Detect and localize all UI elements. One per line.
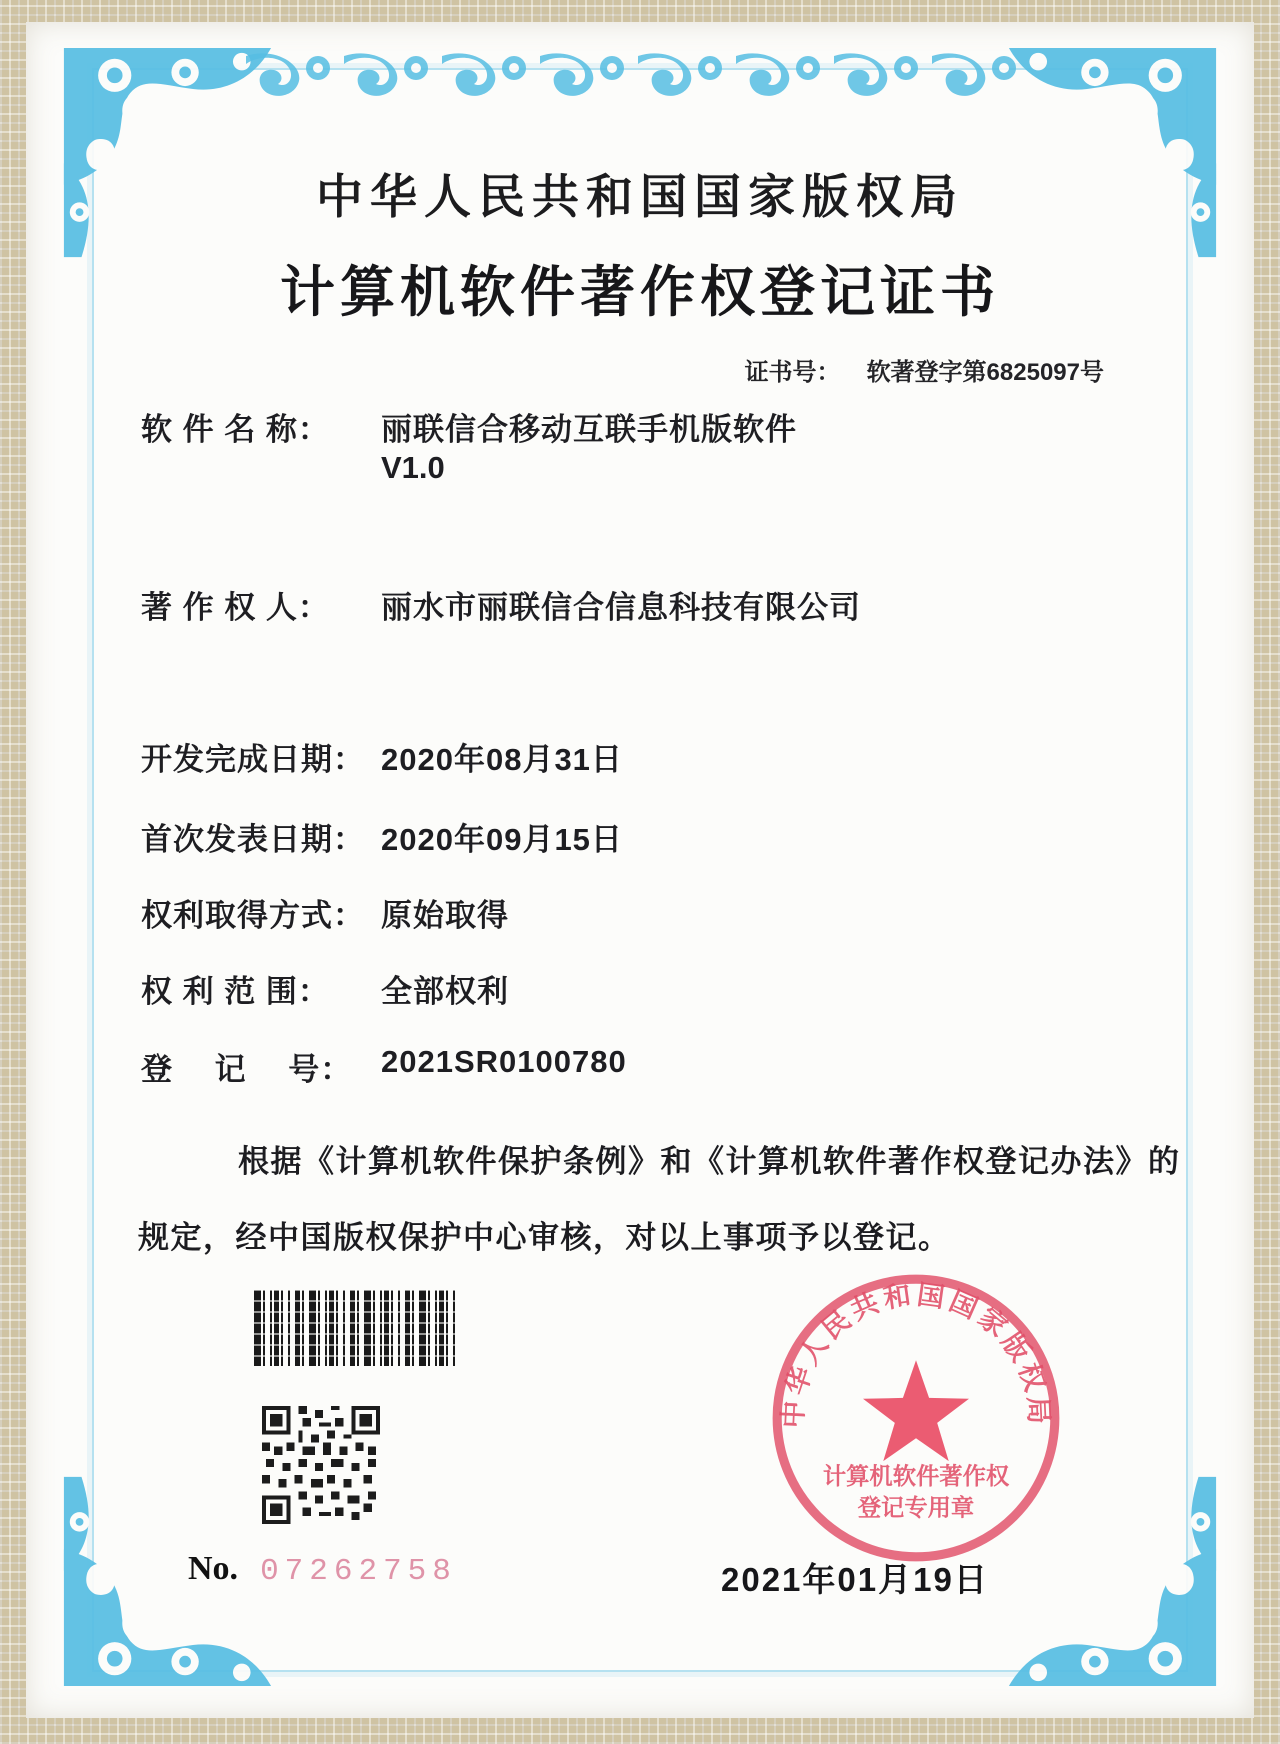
field-value: 丽联信合移动互联手机版软件 — [381, 412, 797, 447]
seal-inner-line1: 计算机软件著作权 — [822, 1462, 1010, 1489]
field-value: 2020年09月15日 — [381, 822, 623, 857]
certificate-paper — [26, 22, 1254, 1718]
statement-line-2: 规定，经中国版权保护中心审核，对以上事项予以登记。 — [138, 1220, 951, 1255]
qr-code-icon — [262, 1406, 380, 1524]
field-label: 权 利 范 围： — [141, 974, 330, 1009]
field-value: 原始取得 — [381, 898, 509, 933]
issue-date: 2021年01月19日 — [721, 1561, 989, 1598]
field-label: 首次发表日期： — [141, 822, 365, 857]
field-rights-scope — [141, 966, 1151, 1011]
flourish-corner-icon — [60, 46, 275, 261]
field-first-publish-date — [141, 814, 1151, 859]
red-star-icon — [863, 1360, 969, 1461]
official-seal — [764, 1266, 1068, 1570]
field-software-name — [141, 404, 1151, 449]
seal-ring-text: 中华人民共和国国家版权局 — [776, 1278, 1056, 1429]
certificate-number-value: 软著登字第6825097号 — [866, 359, 1104, 386]
registration-statement — [138, 1124, 1188, 1276]
field-label: 著 作 权 人： — [141, 590, 330, 625]
field-label: 开发完成日期： — [141, 742, 365, 777]
field-registration-number — [141, 1044, 1151, 1089]
authority-title: 中华人民共和国国家版权局 — [316, 170, 964, 223]
field-label: 登 记 号： — [141, 1052, 353, 1087]
certificate-title: 计算机软件著作权登记证书 — [279, 261, 1000, 323]
flourish-top-band-icon — [246, 46, 1036, 98]
statement-line-1: 根据《计算机软件保护条例》和《计算机软件著作权登记办法》的 — [238, 1144, 1181, 1179]
field-software-version: V1.0 — [381, 450, 445, 485]
certificate-number — [745, 352, 1104, 387]
field-label: 权利取得方式： — [141, 898, 365, 933]
field-dev-complete-date — [141, 734, 1151, 779]
serial-label: No. — [188, 1550, 239, 1587]
serial-number — [188, 1550, 457, 1589]
serial-value: 07262758 — [260, 1554, 457, 1589]
field-rights-acquisition — [141, 890, 1151, 935]
seal-inner-line2: 登记专用章 — [857, 1494, 975, 1521]
field-value: 全部权利 — [381, 974, 509, 1009]
flourish-corner-icon — [1005, 46, 1220, 261]
field-label: 软 件 名 称： — [141, 412, 330, 447]
field-value: 丽水市丽联信合信息科技有限公司 — [381, 590, 861, 625]
pdf417-barcode-icon — [254, 1290, 459, 1366]
field-value: 2020年08月31日 — [381, 742, 623, 777]
field-copyright-owner — [141, 582, 1151, 627]
field-value: 2021SR0100780 — [381, 1044, 627, 1079]
certificate-number-label: 证书号： — [744, 359, 841, 386]
